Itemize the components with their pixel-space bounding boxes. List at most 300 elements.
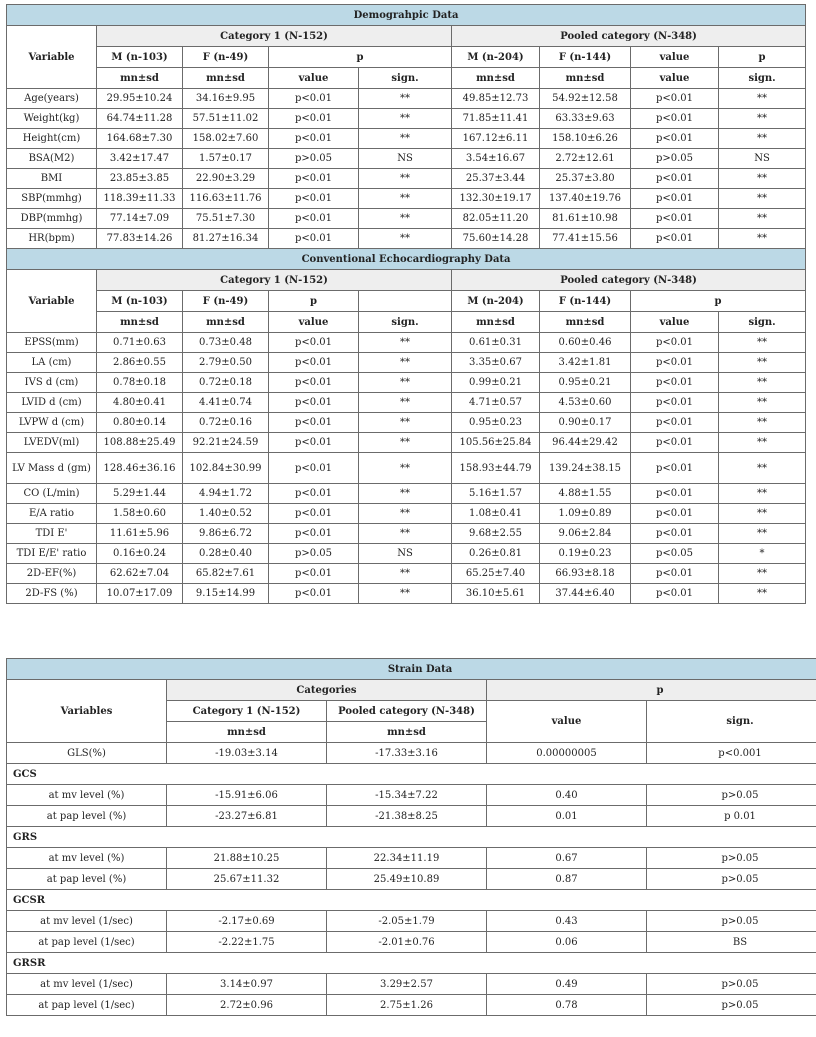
mnsd-header: mn±sd [540,312,631,333]
table-cell: 0.00000005 [487,743,647,764]
row-label: EPSS(mm) [7,333,97,353]
table-cell: ** [359,129,452,149]
table-cell: p<0.01 [269,353,359,373]
row-label: at mv level (1/sec) [7,974,167,995]
mnsd-header: mn±sd [452,312,540,333]
table-cell: ** [359,453,452,484]
row-label: LVID d (cm) [7,393,97,413]
male-group-header: M (n-103) [97,291,183,312]
table-cell: 0.01 [487,806,647,827]
table-cell: 71.85±11.41 [452,109,540,129]
table-cell: 57.51±11.02 [183,109,269,129]
male-group-header: M (n-103) [97,47,183,68]
mnsd-header: mn±sd [540,68,631,89]
categories-header: Categories [167,680,487,701]
table-row [7,353,806,373]
table-cell: ** [719,129,806,149]
table-cell: p<0.01 [269,433,359,453]
table-cell: 102.84±30.99 [183,453,269,484]
section-label: GRS [7,827,816,848]
table-cell: -2.05±1.79 [327,911,487,932]
table-cell: 2.72±0.96 [167,995,327,1016]
table-row [7,974,816,995]
table-cell: ** [359,484,452,504]
row-label: TDI E/E' ratio [7,544,97,564]
table-cell: 132.30±19.17 [452,189,540,209]
row-label: E/A ratio [7,504,97,524]
table-cell: p>0.05 [647,974,816,995]
table-cell: -15.34±7.22 [327,785,487,806]
mnsd-header: mn±sd [97,312,183,333]
table-cell: 5.16±1.57 [452,484,540,504]
strain-data-table [6,658,816,1016]
table-cell: p<0.01 [631,453,719,484]
table-cell: p<0.01 [631,209,719,229]
p-header: p [487,680,816,701]
value-header: value [269,68,359,89]
section-label: GCS [7,764,816,785]
table-cell: 10.07±17.09 [97,584,183,604]
table-row [7,333,806,353]
table-cell: 139.24±38.15 [540,453,631,484]
table-cell: ** [719,89,806,109]
table-cell: 9.15±14.99 [183,584,269,604]
table-cell: p<0.01 [269,89,359,109]
table-cell: 54.92±12.58 [540,89,631,109]
sign-header: sign. [359,312,452,333]
table-row [7,785,816,806]
table-cell: -17.33±3.16 [327,743,487,764]
sign-header: sign. [359,68,452,89]
table-cell: 0.06 [487,932,647,953]
table-cell: 3.29±2.57 [327,974,487,995]
row-label: DBP(mmhg) [7,209,97,229]
value-header: value [631,68,719,89]
section-row [7,953,816,974]
table-cell: 0.49 [487,974,647,995]
table-row [7,89,806,109]
table-cell: BS [647,932,816,953]
section-label: GRSR [7,953,816,974]
table-row [7,911,816,932]
table-cell: ** [719,433,806,453]
table-cell: p<0.01 [269,209,359,229]
table-cell: 116.63±11.76 [183,189,269,209]
table-cell: 0.19±0.23 [540,544,631,564]
row-label: BSA(M2) [7,149,97,169]
table-cell: 0.72±0.18 [183,373,269,393]
table-cell: 0.43 [487,911,647,932]
table-cell: * [719,544,806,564]
table-cell: 158.02±7.60 [183,129,269,149]
mnsd-header: mn±sd [183,312,269,333]
table-cell: ** [359,229,452,249]
table-cell: NS [359,544,452,564]
table-cell: 1.58±0.60 [97,504,183,524]
table-cell: p<0.01 [269,584,359,604]
table-cell: 0.26±0.81 [452,544,540,564]
table-row [7,932,816,953]
mnsd-header: mn±sd [327,722,487,743]
table-cell: p<0.05 [631,544,719,564]
table-cell: ** [719,564,806,584]
table-cell: 3.54±16.67 [452,149,540,169]
table-cell: 77.14±7.09 [97,209,183,229]
table-cell: p>0.05 [647,869,816,890]
table-cell: p<0.01 [631,484,719,504]
empty-header [359,291,452,312]
table-cell: 62.62±7.04 [97,564,183,584]
table-cell: 9.86±6.72 [183,524,269,544]
table-cell: p<0.01 [631,433,719,453]
table-cell: NS [719,149,806,169]
table-cell: 0.16±0.24 [97,544,183,564]
mnsd-header: mn±sd [452,68,540,89]
category1-header: Category 1 (N-152) [97,26,452,47]
pooled-header: Pooled category (N-348) [452,270,806,291]
table-cell: p<0.01 [631,353,719,373]
row-label: HR(bpm) [7,229,97,249]
section-row [7,890,816,911]
echo-rows [7,333,806,604]
category1-header: Category 1 (N-152) [97,270,452,291]
row-label: at mv level (%) [7,785,167,806]
sign-header: sign. [647,701,816,743]
table-cell: p<0.01 [269,524,359,544]
table-cell: p>0.05 [647,995,816,1016]
table-cell: 4.88±1.55 [540,484,631,504]
table-cell: p<0.01 [631,524,719,544]
table-row [7,564,806,584]
strain-rows [7,764,816,1016]
row-label: Height(cm) [7,129,97,149]
table-cell: p<0.01 [631,333,719,353]
table-row [7,806,816,827]
table-cell: p>0.05 [647,848,816,869]
table-cell: 81.27±16.34 [183,229,269,249]
table-cell: 1.09±0.89 [540,504,631,524]
table-cell: 25.49±10.89 [327,869,487,890]
table-cell: p<0.01 [269,373,359,393]
table-cell: p<0.01 [269,109,359,129]
table-cell: 3.14±0.97 [167,974,327,995]
row-label: 2D-EF(%) [7,564,97,584]
table-cell: p 0.01 [647,806,816,827]
table-cell: 29.95±10.24 [97,89,183,109]
category1-header: Category 1 (N-152) [167,701,327,722]
table-row [7,848,816,869]
table-row [7,869,816,890]
row-label: TDI E' [7,524,97,544]
table-row [7,504,806,524]
table-cell: p<0.01 [631,413,719,433]
table-row [7,169,806,189]
table-cell: ** [359,189,452,209]
row-label: at pap level (%) [7,806,167,827]
table-cell: 4.94±1.72 [183,484,269,504]
table-row [7,584,806,604]
table-cell: p<0.01 [631,129,719,149]
table-cell: p<0.01 [269,229,359,249]
table-cell: p<0.01 [631,109,719,129]
table-cell: 128.46±36.16 [97,453,183,484]
table-cell: ** [359,413,452,433]
table-cell: p<0.01 [269,564,359,584]
table-cell: 137.40±19.76 [540,189,631,209]
section-row [7,827,816,848]
table-cell: ** [719,373,806,393]
table-cell: 1.08±0.41 [452,504,540,524]
table-cell: p<0.01 [631,393,719,413]
table-cell: p>0.05 [647,911,816,932]
table-cell: 5.29±1.44 [97,484,183,504]
table-row [7,453,806,484]
table-cell: 92.21±24.59 [183,433,269,453]
table-cell: 4.41±0.74 [183,393,269,413]
echo-title: Conventional Echocardiography Data [7,249,806,270]
table-cell: 96.44±29.42 [540,433,631,453]
table-cell: ** [359,169,452,189]
table-cell: p<0.01 [269,484,359,504]
table-cell: -23.27±6.81 [167,806,327,827]
table-cell: 0.61±0.31 [452,333,540,353]
table-cell: ** [719,353,806,373]
table-cell: -2.17±0.69 [167,911,327,932]
table-cell: 81.61±10.98 [540,209,631,229]
sign-header: sign. [719,312,806,333]
table-cell: ** [719,584,806,604]
table-row [7,484,806,504]
female-group-header: F (n-49) [183,291,269,312]
table-cell: 2.79±0.50 [183,353,269,373]
table-cell: ** [359,433,452,453]
value-header: value [487,701,647,743]
row-label: Age(years) [7,89,97,109]
table-cell: p>0.05 [269,544,359,564]
table-cell: ** [359,504,452,524]
table-cell: p<0.01 [631,504,719,524]
table-cell: p<0.01 [269,413,359,433]
table-cell: ** [359,353,452,373]
table-cell: 0.87 [487,869,647,890]
table-row [7,129,806,149]
table-cell: 21.88±10.25 [167,848,327,869]
table-cell: p>0.05 [269,149,359,169]
table-cell: ** [719,169,806,189]
table-cell: p<0.01 [269,129,359,149]
female-group-header: F (n-144) [540,47,631,68]
row-label: BMI [7,169,97,189]
table-row [7,393,806,413]
table-cell: 75.51±7.30 [183,209,269,229]
table-cell: 49.85±12.73 [452,89,540,109]
mnsd-header: mn±sd [167,722,327,743]
sign-header: sign. [719,68,806,89]
table-cell: -2.22±1.75 [167,932,327,953]
table-row [7,209,806,229]
male-group-header: M (n-204) [452,291,540,312]
female-group-header: F (n-144) [540,291,631,312]
table-cell: 4.53±0.60 [540,393,631,413]
demographic-title: Demograhpic Data [7,5,806,26]
table-cell: ** [359,584,452,604]
table-row [7,433,806,453]
table-row [7,544,806,564]
pooled-header: Pooled category (N-348) [452,26,806,47]
p-header: p [719,47,806,68]
table-cell: 0.95±0.21 [540,373,631,393]
main-data-table [6,4,806,604]
table-cell: 158.10±6.26 [540,129,631,149]
table-cell: ** [719,229,806,249]
table-cell: 0.95±0.23 [452,413,540,433]
table-cell: 3.42±17.47 [97,149,183,169]
table-cell: 63.33±9.63 [540,109,631,129]
table-cell: 4.71±0.57 [452,393,540,413]
table-row [7,524,806,544]
row-label: IVS d (cm) [7,373,97,393]
table-cell: 2.86±0.55 [97,353,183,373]
table-cell: 0.67 [487,848,647,869]
table-cell: p<0.01 [269,169,359,189]
row-label: LV Mass d (gm) [7,453,97,484]
table-cell: 2.75±1.26 [327,995,487,1016]
p-header: p [269,291,359,312]
row-label: at mv level (%) [7,848,167,869]
table-cell: p<0.001 [647,743,816,764]
p-header: p [631,291,806,312]
table-cell: 36.10±5.61 [452,584,540,604]
row-label: Weight(kg) [7,109,97,129]
table-cell: 0.80±0.14 [97,413,183,433]
table-cell: p<0.01 [631,89,719,109]
table-cell: p<0.01 [631,564,719,584]
value-header: value [631,312,719,333]
table-cell: ** [359,564,452,584]
table-cell: 34.16±9.95 [183,89,269,109]
variable-header: Variable [7,26,97,89]
table-cell: 0.78 [487,995,647,1016]
table-row [7,149,806,169]
table-cell: 108.88±25.49 [97,433,183,453]
table-cell: ** [359,109,452,129]
row-label: at pap level (1/sec) [7,932,167,953]
table-cell: 22.34±11.19 [327,848,487,869]
table-cell: ** [719,413,806,433]
row-label: LA (cm) [7,353,97,373]
table-cell: -19.03±3.14 [167,743,327,764]
mnsd-header: mn±sd [183,68,269,89]
table-cell: ** [719,209,806,229]
row-label: at pap level (%) [7,869,167,890]
table-cell: ** [359,209,452,229]
table-cell: 1.40±0.52 [183,504,269,524]
female-group-header: F (n-49) [183,47,269,68]
table-cell: 0.72±0.16 [183,413,269,433]
table-cell: ** [719,484,806,504]
table-row [7,229,806,249]
table-cell: 0.78±0.18 [97,373,183,393]
table-cell: 75.60±14.28 [452,229,540,249]
table-cell: 23.85±3.85 [97,169,183,189]
table-cell: 25.67±11.32 [167,869,327,890]
table-cell: 3.35±0.67 [452,353,540,373]
table-cell: ** [359,333,452,353]
row-label: LVEDV(ml) [7,433,97,453]
table-cell: p<0.01 [631,189,719,209]
row-label: at pap level (1/sec) [7,995,167,1016]
table-cell: p<0.01 [269,189,359,209]
table-cell: 0.60±0.46 [540,333,631,353]
table-cell: 3.42±1.81 [540,353,631,373]
table-cell: 37.44±6.40 [540,584,631,604]
variable-header: Variable [7,270,97,333]
table-cell: -15.91±6.06 [167,785,327,806]
table-cell: ** [719,524,806,544]
table-cell: 9.68±2.55 [452,524,540,544]
table-row [7,995,816,1016]
table-cell: 25.37±3.80 [540,169,631,189]
table-cell: 0.90±0.17 [540,413,631,433]
table-row [7,109,806,129]
table-cell: p<0.01 [631,373,719,393]
table-cell: 2.72±12.61 [540,149,631,169]
table-cell: 158.93±44.79 [452,453,540,484]
p-header: p [269,47,452,68]
table-cell: 77.41±15.56 [540,229,631,249]
table-cell: ** [359,524,452,544]
table-cell: p>0.05 [647,785,816,806]
table-cell: ** [719,504,806,524]
table-cell: ** [719,453,806,484]
row-label: GLS(%) [7,743,167,764]
table-row [7,413,806,433]
table-cell: 25.37±3.44 [452,169,540,189]
table-cell: p<0.01 [631,169,719,189]
p-value-header: value [631,47,719,68]
table-cell: 118.39±11.33 [97,189,183,209]
row-label: SBP(mmhg) [7,189,97,209]
row-label: LVPW d (cm) [7,413,97,433]
table-cell: p<0.01 [631,229,719,249]
row-label: at mv level (1/sec) [7,911,167,932]
table-cell: ** [359,393,452,413]
table-cell: 11.61±5.96 [97,524,183,544]
table-cell: 82.05±11.20 [452,209,540,229]
table-cell: -2.01±0.76 [327,932,487,953]
table-cell: 105.56±25.84 [452,433,540,453]
pooled-header: Pooled category (N-348) [327,701,487,722]
row-label: CO (L/min) [7,484,97,504]
table-cell: 0.28±0.40 [183,544,269,564]
table-cell: 0.99±0.21 [452,373,540,393]
male-group-header: M (n-204) [452,47,540,68]
table-cell: 66.93±8.18 [540,564,631,584]
table-cell: 0.71±0.63 [97,333,183,353]
strain-title: Strain Data [7,659,816,680]
mnsd-header: mn±sd [97,68,183,89]
table-cell: p<0.01 [269,333,359,353]
table-cell: 64.74±11.28 [97,109,183,129]
table-cell: 65.25±7.40 [452,564,540,584]
variables-header: Variables [7,680,167,743]
table-cell: 0.40 [487,785,647,806]
table-cell: p<0.01 [269,453,359,484]
row-label: 2D-FS (%) [7,584,97,604]
value-header: value [269,312,359,333]
table-cell: NS [359,149,452,169]
table-cell: ** [719,109,806,129]
